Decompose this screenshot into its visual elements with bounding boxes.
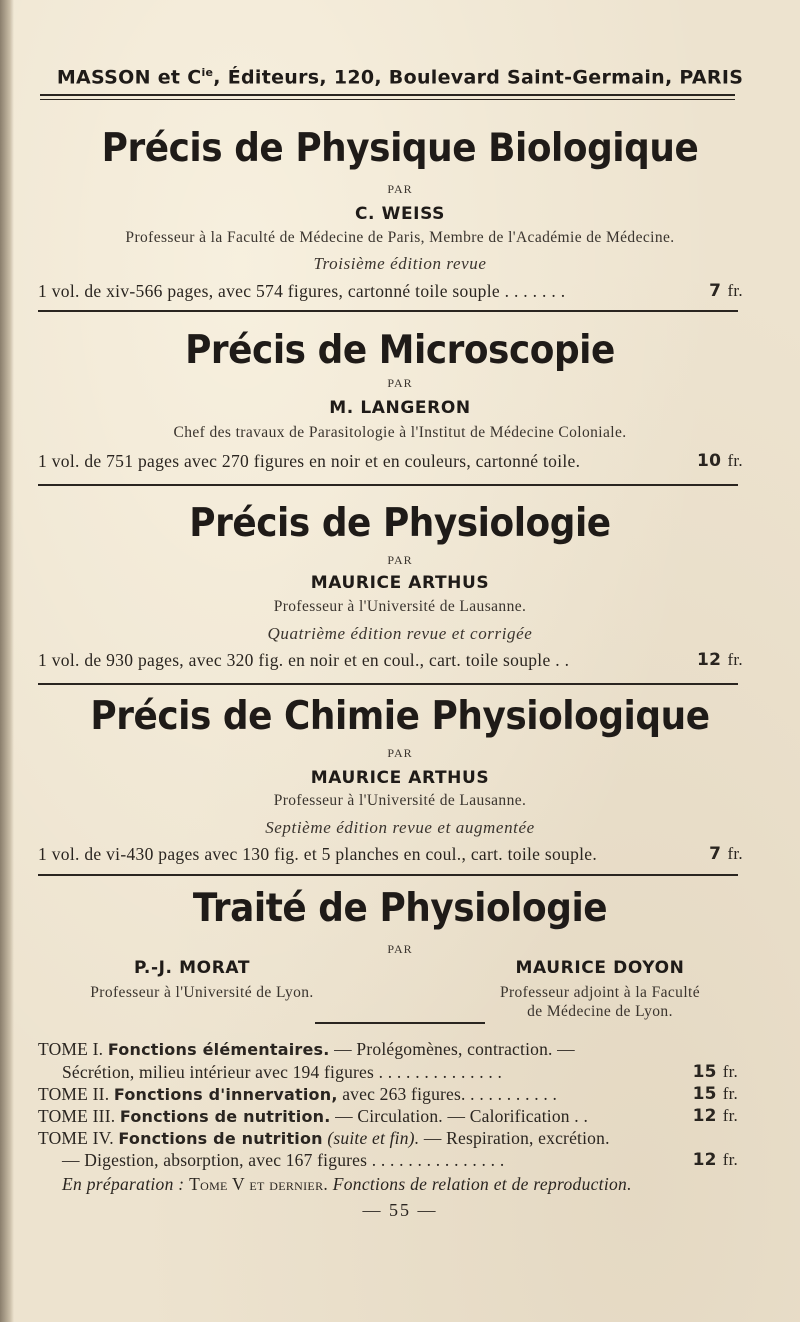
book-author: MAURICE ARTHUS xyxy=(310,573,490,593)
book-title: Précis de Chimie Physiologique xyxy=(90,694,710,739)
tome-3-line: TOME III. Fonctions de nutrition. — Circulation. — Calorification . . 12 fr. xyxy=(38,1106,738,1126)
page-number: — 55 — xyxy=(362,1200,438,1220)
par-label: PAR xyxy=(387,376,413,390)
book-title: Précis de Physique Biologique xyxy=(101,126,699,171)
book-volume-line: 1 vol. de vi-430 pages avec 130 fig. et 5 planches en coul., cart. toile souple. 7 fr. xyxy=(38,844,743,864)
traite-author-2: MAURICE DOYON xyxy=(515,958,685,978)
preparation-note: En préparation : Tome V et dernier. Fonctions de relation et de reproduction. xyxy=(62,1174,632,1194)
tome-4-line2: — Digestion, absorption, avec 167 figures . . . . . . . . . . . . . . . 12 fr. xyxy=(62,1150,738,1170)
book-author: MAURICE ARTHUS xyxy=(310,768,490,788)
par-label: PAR xyxy=(387,553,413,567)
book-edition: Troisième édition revue xyxy=(313,254,487,273)
book-author: M. LANGERON xyxy=(329,398,471,418)
traite-affiliation-1: Professeur à l'Université de Lyon. xyxy=(90,984,314,1001)
par-label: PAR xyxy=(387,182,413,196)
book-title: Précis de Physiologie xyxy=(189,501,611,546)
section-rule xyxy=(38,874,738,876)
book-volume-line: 1 vol. de 751 pages avec 270 figures en noir et en couleurs, cartonné toile. 10 fr. xyxy=(38,451,743,471)
section-rule xyxy=(38,683,738,685)
traite-title: Traité de Physiologie xyxy=(192,886,608,931)
tome-2-line: TOME II. Fonctions d'innervation, avec 263 figures. . . . . . . . . . . 15 fr. xyxy=(38,1084,738,1104)
traite-author-1: P.-J. MORAT xyxy=(133,958,251,978)
book-title: Précis de Microscopie xyxy=(185,328,615,373)
book-spine-edge xyxy=(0,0,14,1322)
tome-1-line1: TOME I. Fonctions élémentaires. — Prolégomènes, contraction. — xyxy=(38,1039,575,1059)
traite-affiliation-2-line2: de Médecine de Lyon. xyxy=(527,1003,673,1020)
publisher-header: MASSON et $C^{ie}$, Éditeurs, 120, Boulevard Saint-Germain, PARIS xyxy=(56,66,744,89)
par-label: PAR xyxy=(387,942,413,956)
book-affiliation: Professeur à la Faculté de Médecine de Paris, Membre de l'Académie de Médecine. xyxy=(125,229,675,246)
book-volume-line: 1 vol. de xiv-566 pages, avec 574 figures, cartonné toile souple . . . . . . . 7 fr. xyxy=(38,281,743,301)
section-rule xyxy=(38,484,738,486)
header-rule xyxy=(40,94,735,100)
book-author: C. WEISS xyxy=(354,204,446,224)
tome-4-line1: TOME IV. Fonctions de nutrition (suite et fin). — Respiration, excrétion. xyxy=(38,1128,610,1148)
tome-1-line2: Sécrétion, milieu intérieur avec 194 figures . . . . . . . . . . . . . . 15 fr. xyxy=(62,1062,738,1082)
section-rule xyxy=(38,310,738,312)
book-edition: Quatrième édition revue et corrigée xyxy=(267,624,533,643)
book-volume-line: 1 vol. de 930 pages, avec 320 fig. en noir et en coul., cart. toile souple . . 12 fr. xyxy=(38,650,743,670)
book-affiliation: Professeur à l'Université de Lausanne. xyxy=(273,598,527,615)
traite-affiliation-2-line1: Professeur adjoint à la Faculté xyxy=(499,984,701,1001)
book-affiliation: Chef des travaux de Parasitologie à l'Institut de Médecine Coloniale. xyxy=(173,424,627,441)
par-label: PAR xyxy=(387,746,413,760)
book-affiliation: Professeur à l'Université de Lausanne. xyxy=(273,792,527,809)
book-edition: Septième édition revue et augmentée xyxy=(265,818,535,837)
short-rule xyxy=(315,1022,485,1024)
